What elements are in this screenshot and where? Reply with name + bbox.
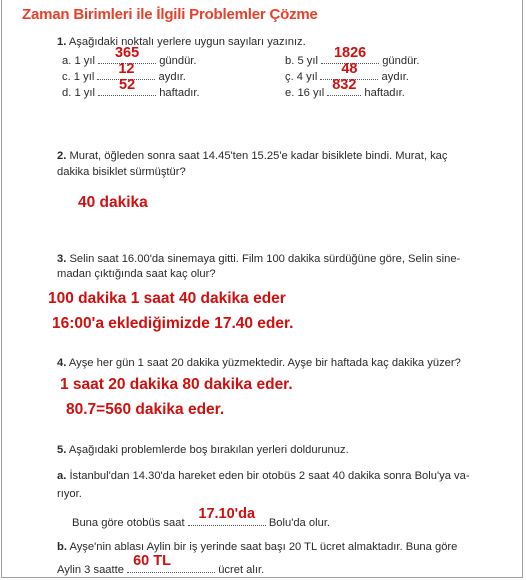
question-4-answer-line-2: 80.7=560 dakika eder. [66,401,225,418]
handwritten-answer: 60 TL [133,553,171,569]
item-prefix: e. 16 yıl [285,87,325,99]
question-5b-label: b. [57,541,67,553]
question-4-number: 4. [57,357,67,369]
question-2-line-1 [57,150,448,162]
question-4-line-1 [57,357,461,369]
question-5a-line-2: rıyor. [57,488,82,500]
question-2-line-2: dakika bisiklet sürmüştür? [57,166,186,178]
question-5b-fill-line [57,553,265,576]
question-2-answer: 40 dakika [78,194,148,211]
fill-suffix: Bolu'da olur. [268,517,331,529]
question-2-text: Murat, öğleden sonra saat 14.45'ten 15.25'e kadar bisiklete bindi. Murat, kaç [69,150,448,162]
fill-prefix: Aylin 3 saatte [57,564,124,576]
handwritten-answer: 12 [118,61,135,77]
question-4-text: Ayşe her gün 1 saat 20 dakika yüzmektedir. Ayşe bir haftada kaç dakika yüzer? [68,357,461,369]
question-1-text: Aşağıdaki noktalı yerlere uygun sayıları yazınız. [68,36,306,48]
question-1-prompt [57,36,306,48]
answer-blank[interactable] [188,506,266,526]
item-suffix: haftadır. [159,87,200,99]
question-5-prompt [57,444,349,456]
handwritten-answer: 48 [341,61,358,77]
item-prefix: c. 1 yıl [62,71,95,83]
item-prefix: b. 5 yıl [285,55,318,67]
question-1-number: 1. [57,36,67,48]
question-5b-line-1 [57,541,457,553]
handwritten-answer: 832 [332,77,357,93]
handwritten-answer: 52 [119,77,136,93]
fill-prefix: Buna göre otobüs saat [72,517,185,529]
question-3-text: Selin saat 16.00'da sinemaya gitti. Film 100 dakika sürdüğüne göre, Selin sine- [69,253,461,265]
question-5a-fill-line [72,506,331,529]
question-3-line-2: madan çıktığında saat kaç olur? [57,268,216,280]
question-3-line-1 [57,253,460,265]
handwritten-answer: 365 [114,45,140,61]
item-suffix: haftadır. [364,87,405,99]
question-5a-label: a. [57,470,67,482]
answer-blank[interactable] [127,553,215,573]
item-suffix: aydır. [381,71,409,83]
question-5a-text: İstanbul'dan 14.30'da hareket eden bir otobüs 2 saat 40 dakika sonra Bolu'ya va- [69,470,470,482]
question-3-number: 3. [57,253,67,265]
answer-blank[interactable] [98,77,156,96]
fill-suffix: ücret alır. [218,564,265,576]
question-4-answer-line-1: 1 saat 20 dakika 80 dakika eder. [60,376,293,393]
worksheet-title: Zaman Birimleri ile İlgili Problemler Çözme [22,6,318,23]
question-3-answer-line-2: 16:00'a eklediğimizde 17.40 eder. [52,315,294,332]
answer-blank[interactable] [327,77,361,96]
question-3-answer-line-1: 100 dakika 1 saat 40 dakika eder [48,290,286,307]
item-suffix: gündür. [382,55,420,67]
item-prefix: d. 1 yıl [62,87,95,99]
question-5b-text: Ayşe'nin ablası Aylin bir iş yerinde saat başı 20 TL ücret almaktadır. Buna göre [69,541,458,553]
item-suffix: aydır. [158,71,186,83]
item-suffix: gündür. [159,55,197,67]
question-5-number: 5. [57,444,67,456]
item-prefix: ç. 4 yıl [285,71,318,83]
handwritten-answer: 17.10'da [198,506,256,522]
question-2-number: 2. [57,150,67,162]
item-prefix: a. 1 yıl [62,55,95,67]
question-5-text: Aşağıdaki problemlerde boş bırakılan yerleri doldurunuz. [68,444,349,456]
handwritten-answer: 1826 [333,45,367,61]
question-5a-line-1 [57,470,470,482]
